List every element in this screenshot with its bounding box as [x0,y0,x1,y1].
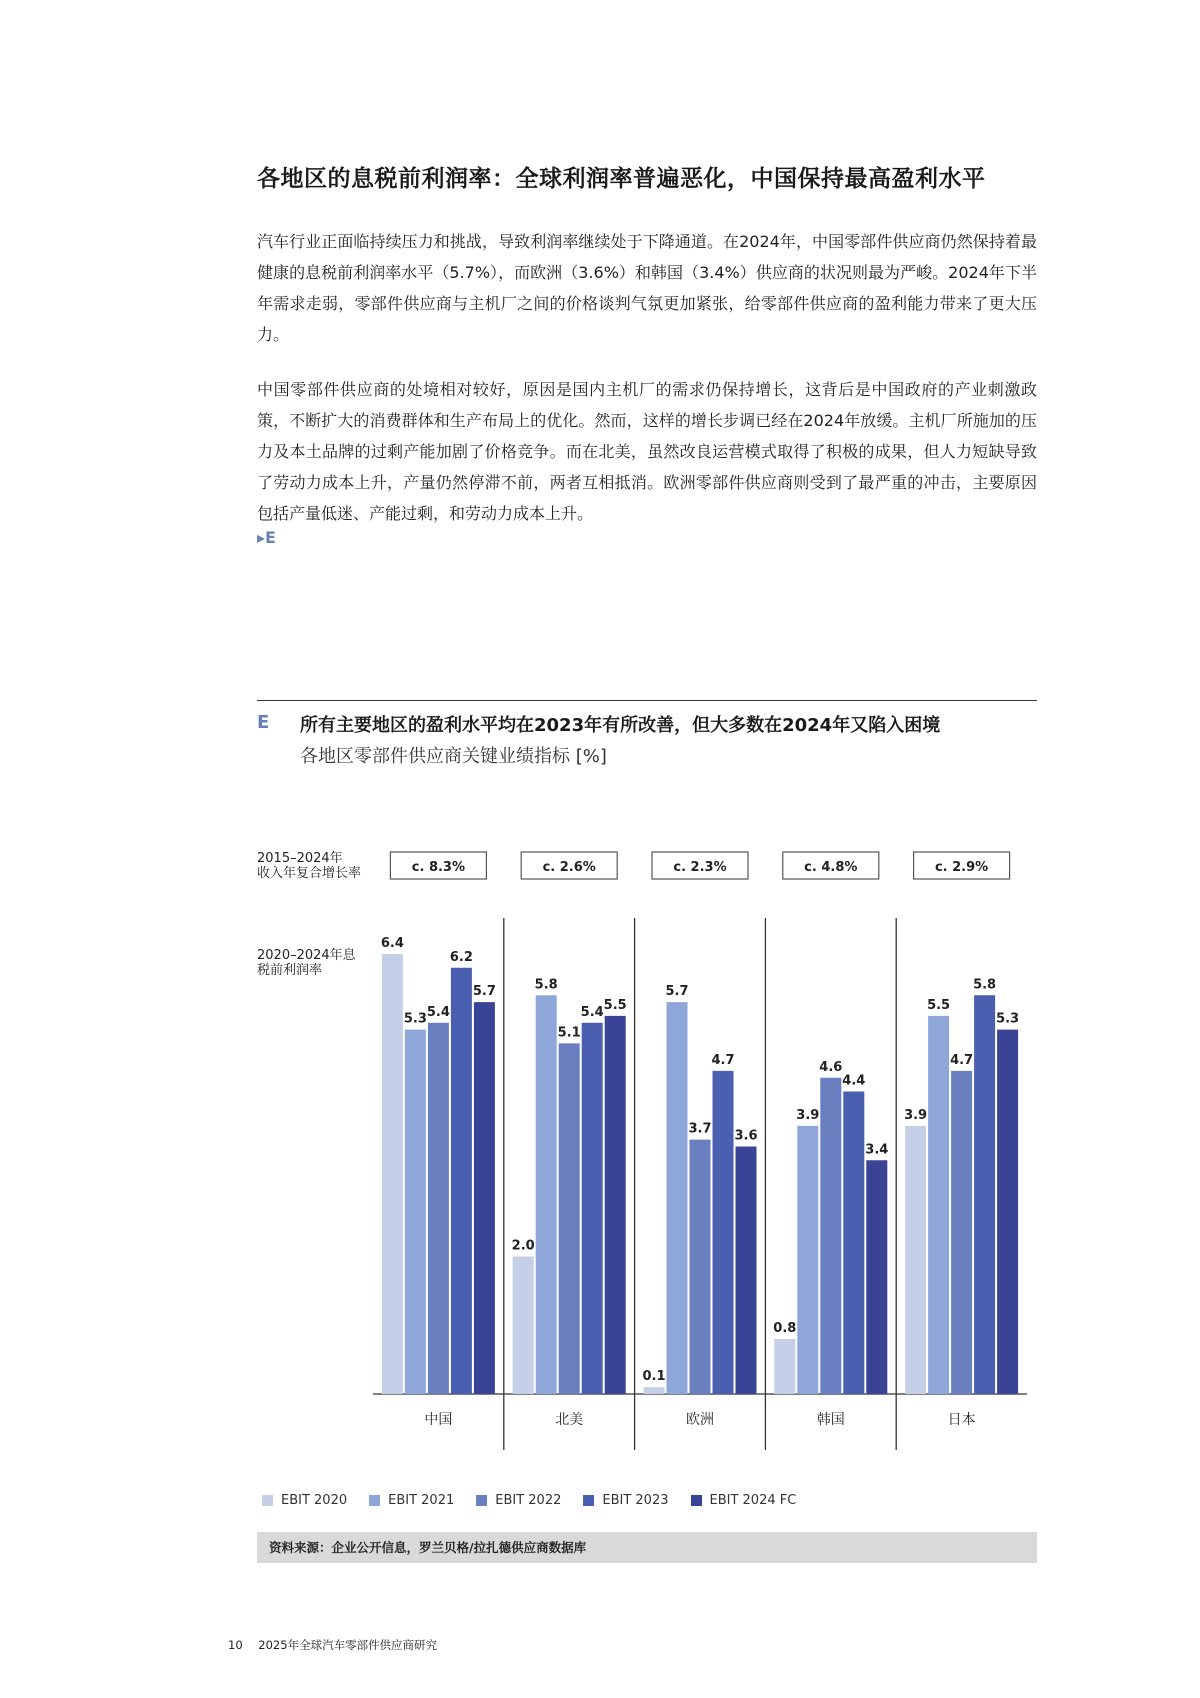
bar [843,1092,864,1395]
legend-swatch [583,1495,594,1506]
source-note: 资料来源：企业公开信息，罗兰贝格/拉扎德供应商数据库 [257,1532,1037,1563]
bar [644,1387,665,1394]
bar [582,1023,603,1394]
data-label: 6.4 [380,936,404,951]
data-label: 4.7 [950,1052,974,1068]
data-label: 5.3 [996,1011,1020,1027]
bar [951,1071,972,1394]
legend-label: EBIT 2020 [281,1493,348,1508]
data-label: 0.8 [773,1321,797,1336]
category-label: 韩国 [816,1412,845,1428]
bar [559,1043,580,1394]
bar [928,1016,949,1394]
bar [451,968,472,1394]
cagr-value: c. 2.9% [934,860,989,875]
figure-letter: E [257,712,270,733]
legend-swatch [369,1495,380,1506]
figure-subtitle: 各地区零部件供应商关键业绩指标 [%] [300,746,607,767]
data-label: 3.9 [904,1107,928,1123]
bar [474,1002,495,1394]
legend-label: EBIT 2023 [602,1493,669,1508]
category-label: 中国 [424,1412,453,1428]
data-label: 3.9 [796,1107,820,1123]
legend-item [476,1493,561,1508]
bar [974,995,995,1394]
footer-title: 2025年全球汽车零部件供应商研究 [258,1638,438,1652]
data-label: 3.6 [734,1128,758,1144]
data-label: 3.7 [688,1121,712,1137]
legend-swatch [691,1495,702,1506]
cagr-row-label: 收入年复合增长率 [257,866,362,881]
data-label: 5.5 [927,997,951,1013]
paragraph-1: 汽车行业正面临持续压力和挑战，导致利润率继续处于下降通道。在2024年，中国零部件供应商仍然保持着最健康的息税前利润率水平（5.7%），而欧洲（3.6%）和韩国（3.4%）供应商的状况则最为严峻。2024年下半年需求走弱，零部件供应商与主机厂之间的价格谈判气氛更加紧张，给零部件供应商的盈利能力带来了更大压力。 [257,232,1037,344]
data-label: 5.7 [665,984,689,1000]
data-label: 5.8 [973,977,997,993]
data-label: 5.4 [580,1004,604,1020]
figure-reference[interactable]: ▸E [257,528,276,547]
data-label: 6.2 [449,949,473,965]
bar [405,1030,426,1394]
legend-item [262,1493,347,1508]
data-label: 2.0 [511,1238,535,1254]
bar [536,995,557,1394]
data-label: 5.8 [534,977,558,993]
data-label: 4.7 [711,1052,735,1068]
data-label: 5.4 [426,1004,450,1020]
bar [905,1126,926,1394]
bar [774,1339,795,1394]
legend-item [691,1493,797,1508]
legend-label: EBIT 2022 [495,1493,562,1508]
cagr-value: c. 2.3% [673,860,727,875]
data-label: 4.6 [819,1059,843,1075]
figure-title: 所有主要地区的盈利水平均在2023年有所改善，但大多数在2024年又陷入困境 [300,715,941,736]
data-label: 0.1 [642,1369,666,1385]
page-number: 10 [228,1638,243,1652]
category-label: 日本 [947,1412,976,1428]
data-label: 5.7 [472,984,496,1000]
data-label: 5.1 [557,1025,581,1041]
data-label: 4.4 [842,1073,866,1089]
cagr-row-label: 2015–2024年 [257,851,343,866]
legend-item [583,1493,668,1508]
category-label: 北美 [555,1412,584,1428]
legend-swatch [262,1495,273,1506]
legend-label: EBIT 2024 FC [709,1493,797,1508]
section-heading: 各地区的息税前利润率：全球利润率普遍恶化，中国保持最高盈利水平 [257,166,986,192]
paragraph-2: 中国零部件供应商的处境相对较好，原因是国内主机厂的需求仍保持增长，这背后是中国政府的产业刺激政策，不断扩大的消费群体和生产布局上的优化。然而，这样的增长步调已经在2024年放缓。主机厂所施加的压力及本土品牌的过剩产能加剧了价格竞争。而在北美，虽然改良运营模式取得了积极的成果，但人力短缺导致了劳动力成本上升，产量仍然停滞不前，两者互相抵消。欧洲零部件供应商则受到了最严重的冲击，主要原因包括产量低迷、产能过剩，和劳动力成本上升。 [257,380,1037,523]
data-label: 3.4 [865,1142,889,1158]
page-footer [228,1637,437,1653]
legend-swatch [476,1495,487,1506]
ebit-row-label: 2020–2024年息 [257,948,356,963]
data-label: 5.3 [403,1011,427,1027]
bar [820,1078,841,1394]
bar [713,1071,734,1394]
cagr-value: c. 4.8% [804,860,858,875]
cagr-value: c. 2.6% [542,860,596,875]
bar [690,1140,711,1394]
legend-label: EBIT 2021 [388,1493,455,1508]
data-label: 5.5 [603,997,627,1013]
category-label: 欧洲 [686,1412,714,1428]
bar [605,1016,626,1394]
ebit-row-label: 税前利润率 [257,963,323,978]
chart-legend [262,1493,796,1508]
bar [428,1023,449,1394]
bar [513,1257,534,1395]
bar [667,1002,688,1394]
bar [797,1126,818,1394]
bar [736,1147,757,1395]
legend-item [369,1493,454,1508]
bar [997,1030,1018,1394]
cagr-value: c. 8.3% [411,860,466,875]
bar [382,954,403,1394]
bar [866,1160,887,1394]
